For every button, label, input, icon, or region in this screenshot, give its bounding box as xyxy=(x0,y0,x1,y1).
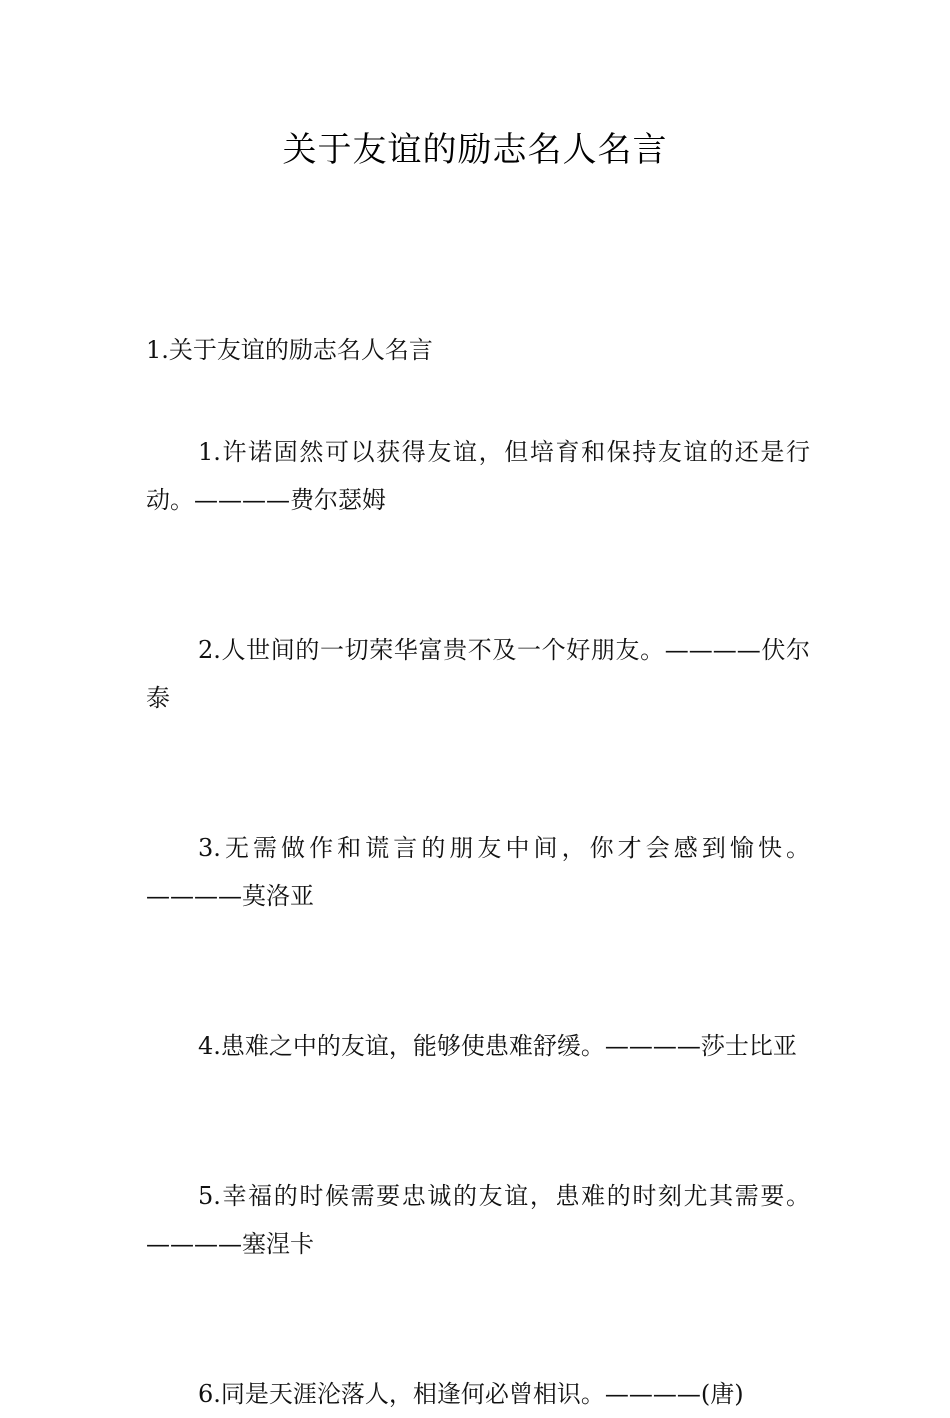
document-title: 关于友谊的励志名人名言 xyxy=(282,130,668,170)
quote-paragraph-6: 6.同是天涯沦落人，相逢何必曾相识。————(唐) xyxy=(198,1380,744,1408)
quote-paragraph-5: 5.幸福的时候需要忠诚的友谊，患难的时刻尤其需要。————塞涅卡 xyxy=(146,1182,810,1258)
quote-list xyxy=(146,428,810,1418)
section-heading: 1.关于友谊的励志名人名言 xyxy=(146,336,433,364)
quote-paragraph-4: 4.患难之中的友谊，能够使患难舒缓。————莎士比亚 xyxy=(198,1032,797,1060)
quote-paragraph-3: 3.无需做作和谎言的朋友中间，你才会感到愉快。————莫洛亚 xyxy=(146,834,810,910)
quote-paragraph-1: 1.许诺固然可以获得友谊，但培育和保持友谊的还是行动。————费尔瑟姆 xyxy=(146,438,810,514)
quote-paragraph-2: 2.人世间的一切荣华富贵不及一个好朋友。————伏尔泰 xyxy=(146,636,810,712)
